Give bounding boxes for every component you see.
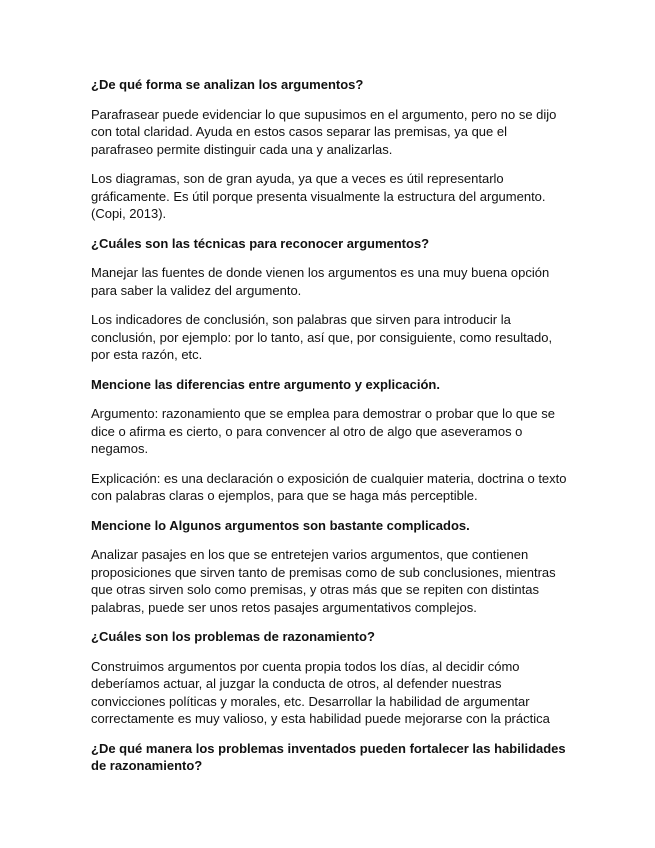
paragraph-paraphrase: Parafrasear puede evidenciar lo que supusimos en el argumento, pero no se dijo con total claridad. Ayuda en estos casos separar las premisas, ya que el parafraseo permite distinguir cada una y analizarlas. bbox=[91, 106, 557, 157]
paragraph-complex-passages: Analizar pasajes en los que se entretejen varios argumentos, que contienen proposiciones que sirven tanto de premisas como de sub conclusiones, mientras que otras sirven solo como premisas, y otras más que se repiten con distintas palabras, puede ser unos retos pasajes argumentativos complejos. bbox=[91, 547, 556, 615]
question-heading-argument-vs-explanation: Mencione las diferencias entre argumento y explicación. bbox=[91, 376, 440, 392]
paragraph-argument-definition: Argumento: razonamiento que se emplea para demostrar o probar que lo que se dice o afirma es cierto, o para convencer al otro de algo que aseveramos o negamos. bbox=[91, 406, 555, 456]
paragraph-sources: Manejar las fuentes de donde vienen los argumentos es una muy buena opción para saber la validez del argumento. bbox=[91, 265, 550, 298]
question-heading-analyze-arguments: ¿De qué forma se analizan los argumentos? bbox=[91, 77, 364, 92]
question-heading-invented-problems: ¿De qué manera los problemas inventados pueden fortalecer las habilidades de razonamiento? bbox=[91, 740, 566, 773]
question-heading-complicated-arguments: Mencione lo Algunos argumentos son bastante complicados. bbox=[91, 517, 470, 533]
paragraph-build-arguments: Construimos argumentos por cuenta propia todos los días, al decidir cómo deberíamos actuar, al juzgar la conducta de otros, al defender nuestras convicciones políticas y morales, etc. Desarrollar la habilidad de argumentar correctamente es muy valioso, y esta habilidad puede mejorarse con la práctica bbox=[91, 658, 550, 726]
question-heading-recognize-techniques: ¿Cuáles son las técnicas para reconocer argumentos? bbox=[91, 235, 430, 251]
paragraph-conclusion-indicators: Los indicadores de conclusión, son palabras que sirven para introducir la conclusión, por ejemplo: por lo tanto, así que, por consiguiente, como resultado, por esta razón, etc. bbox=[91, 312, 553, 362]
paragraph-explanation-definition: Explicación: es una declaración o exposición de cualquier materia, doctrina o texto con palabras claras o ejemplos, para que se haga más perceptible. bbox=[91, 470, 567, 503]
paragraph-diagrams: Los diagramas, son de gran ayuda, ya que a veces es útil representarlo gráficamente. Es útil porque presenta visualmente la estructura del argumento. (Copi, 2013). bbox=[91, 171, 546, 221]
document-page bbox=[91, 76, 571, 787]
question-heading-reasoning-problems: ¿Cuáles son los problemas de razonamiento? bbox=[91, 629, 375, 644]
